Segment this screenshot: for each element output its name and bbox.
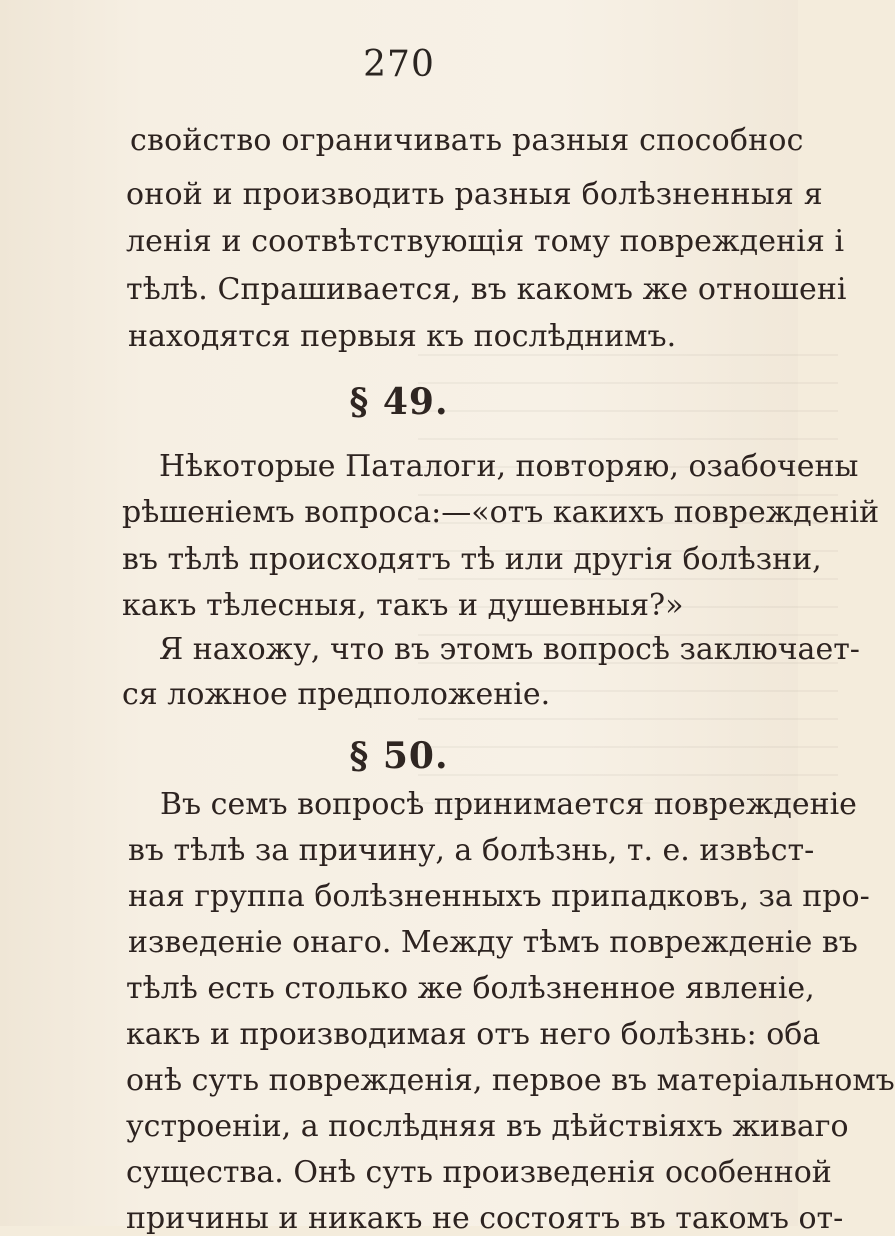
text-line: ленія и соотвѣтствующія тому поврежденія і [126,224,845,259]
text-line: въ тѣлѣ за причину, а болѣзнь, т. е. извѣст- [128,833,815,868]
text-line: онѣ суть поврежденія, первое въ матеріальномъ [126,1063,895,1098]
text-line: какъ тѣлесныя, такъ и душевныя?» [122,588,684,623]
text-line: устроеніи, а послѣдняя въ дѣйствіяхъ живаго [126,1109,849,1144]
text-line: какъ и производимая отъ него болѣзнь: оба [126,1017,821,1052]
text-line: тѣлѣ. Спрашивается, въ какомъ же отношені [126,272,847,307]
text-line: Я нахожу, что въ этомъ вопросѣ заключает- [159,632,860,667]
text-line: оной и производить разныя болѣзненныя я [126,177,823,212]
page-number: 270 [363,44,435,85]
text-line: Въ семъ вопросѣ принимается поврежденіе [160,787,857,822]
text-line: свойство ограничивать разныя способнос [130,123,804,158]
section-heading-49: § 49. [349,381,449,423]
section-heading-50: § 50. [349,735,449,777]
text-line: изведеніе онаго. Между тѣмъ поврежденіе въ [128,925,858,960]
text-line: рѣшеніемъ вопроса:—«отъ какихъ поврежденій [122,495,880,530]
text-line: находятся первыя къ послѣднимъ. [128,319,677,354]
text-line: ся ложное предположеніе. [122,677,551,712]
text-line: тѣлѣ есть столько же болѣзненное явленіе, [126,971,815,1006]
text-line: причины и никакъ не состоятъ въ такомъ от- [126,1201,844,1236]
text-line: ная группа болѣзненныхъ припадковъ, за про- [128,879,870,914]
text-line: Нѣкоторые Паталоги, повторяю, озабочены [159,449,859,484]
text-line: въ тѣлѣ происходятъ тѣ или другія болѣзни, [122,542,822,577]
text-line: существа. Онѣ суть произведенія особенной [126,1155,832,1190]
